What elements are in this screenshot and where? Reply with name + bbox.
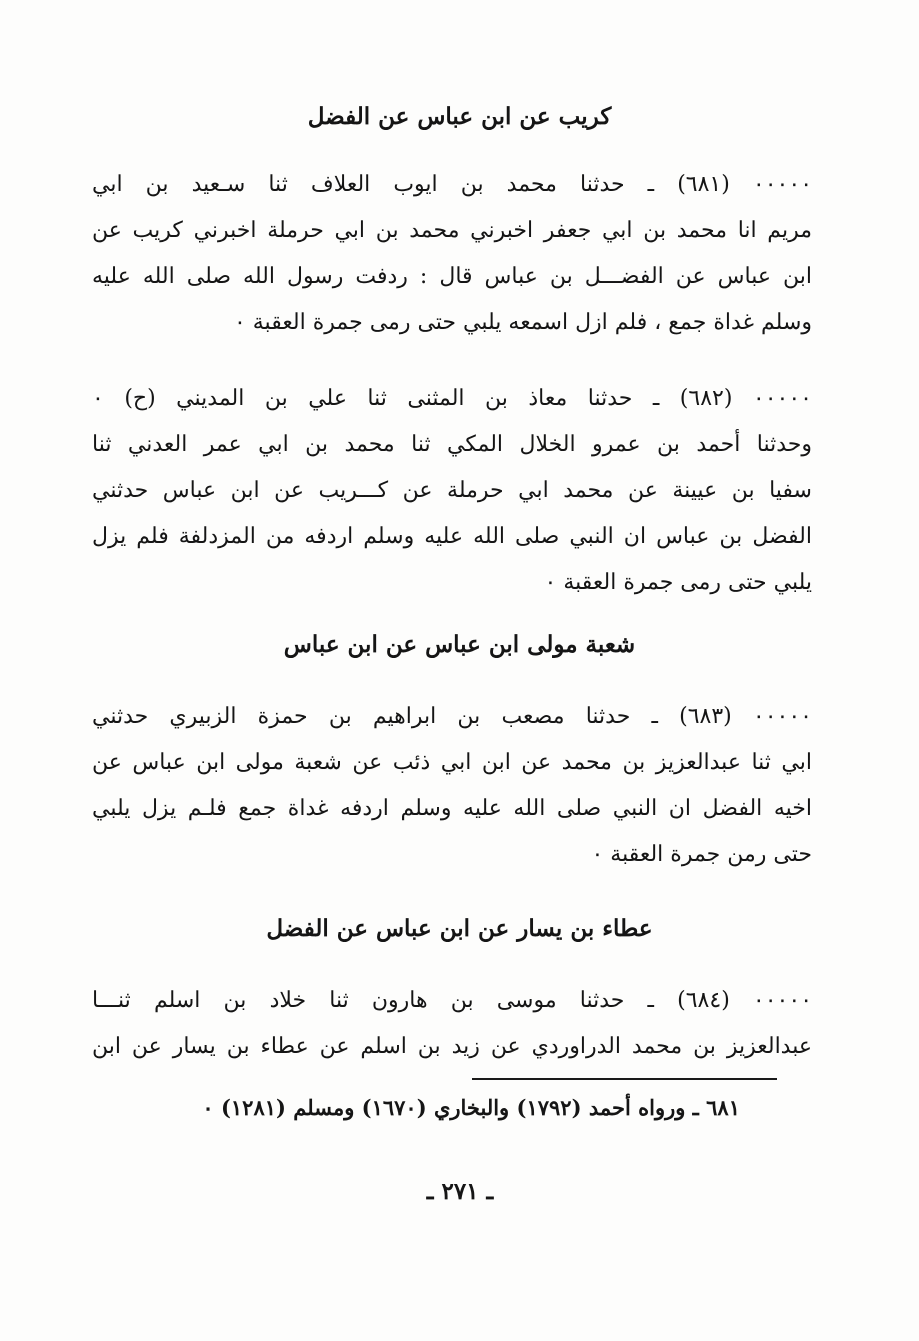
paragraph-line: يلبي حتى رمى جمرة العقبة ٠ <box>544 570 812 595</box>
paragraph-line: عبدالعزيز بن محمد الدراوردي عن زيد بن اسلم عن عطاء بن يسار عن ابن <box>92 1034 812 1059</box>
paragraph-682 <box>92 376 812 606</box>
section-heading-3: عطاء بن يسار عن ابن عباس عن الفضل <box>266 915 653 942</box>
paragraph-line: وسلم غداة جمع ، فلم ازل اسمعه يلبي حتى رمى جمرة العقبة ٠ <box>233 310 812 335</box>
paragraph-line: ٠٠٠٠٠ (٦٨٢) ـ حدثنا معاذ بن المثنى ثنا علي بن المديني (ح) ٠ <box>92 386 812 411</box>
paragraph-line: اخيه الفضل ان النبي صلى الله عليه وسلم اردفه غداة جمع فلـم يزل يلبي <box>92 796 812 821</box>
paragraph-line: ابي ثنا عبدالعزيز بن محمد عن ابن ابي ذئب عن شعبة مولى ابن عباس عن <box>92 750 812 775</box>
paragraph-line: ٠٠٠٠٠ (٦٨٣) ـ حدثنا مصعب بن ابراهيم بن حمزة الزبيري حدثني <box>92 704 812 729</box>
section-heading-1: كريب عن ابن عباس عن الفضل <box>307 103 612 130</box>
paragraph-line: مريم انا محمد بن ابي جعفر اخبرني محمد بن ابي حرملة اخبرني كريب عن <box>92 218 812 243</box>
section-heading-2: شعبة مولى ابن عباس عن ابن عباس <box>283 631 636 658</box>
paragraph-line: ابن عباس عن الفضـــل بن عباس قال : ردفت رسول الله صلى الله عليه <box>92 264 812 289</box>
paragraph-681 <box>92 162 812 346</box>
paragraph-683 <box>92 694 812 878</box>
paragraph-line: سفيا بن عيينة عن محمد ابي حرملة عن كـــريب عن ابن عباس حدثني <box>92 478 812 503</box>
paragraph-684 <box>92 978 812 1070</box>
footnote-divider <box>472 1078 777 1080</box>
paragraph-line: حتى رمن جمرة العقبة ٠ <box>591 842 812 867</box>
paragraph-line: وحدثنا أحمد بن عمرو الخلال المكي ثنا محمد بن ابي عمر العدني ثنا <box>92 432 812 457</box>
paragraph-line: ٠٠٠٠٠ (٦٨٤) ـ حدثنا موسى بن هارون ثنا خلاد بن اسلم ثنـــا <box>92 988 813 1013</box>
footnote: ٦٨١ ـ ورواه أحمد (١٧٩٢) والبخاري (١٦٧٠) ومسلم (١٢٨١) ٠ <box>202 1095 740 1120</box>
page-number: ـ ٢٧١ ـ <box>426 1178 494 1205</box>
paragraph-line: ٠٠٠٠٠ (٦٨١) ـ حدثنا محمد بن ايوب العلاف ثنا سـعيد بن ابي <box>92 172 813 197</box>
paragraph-line: الفضل بن عباس ان النبي صلى الله عليه وسلم اردفه من المزدلفة فلم يزل <box>92 524 812 549</box>
